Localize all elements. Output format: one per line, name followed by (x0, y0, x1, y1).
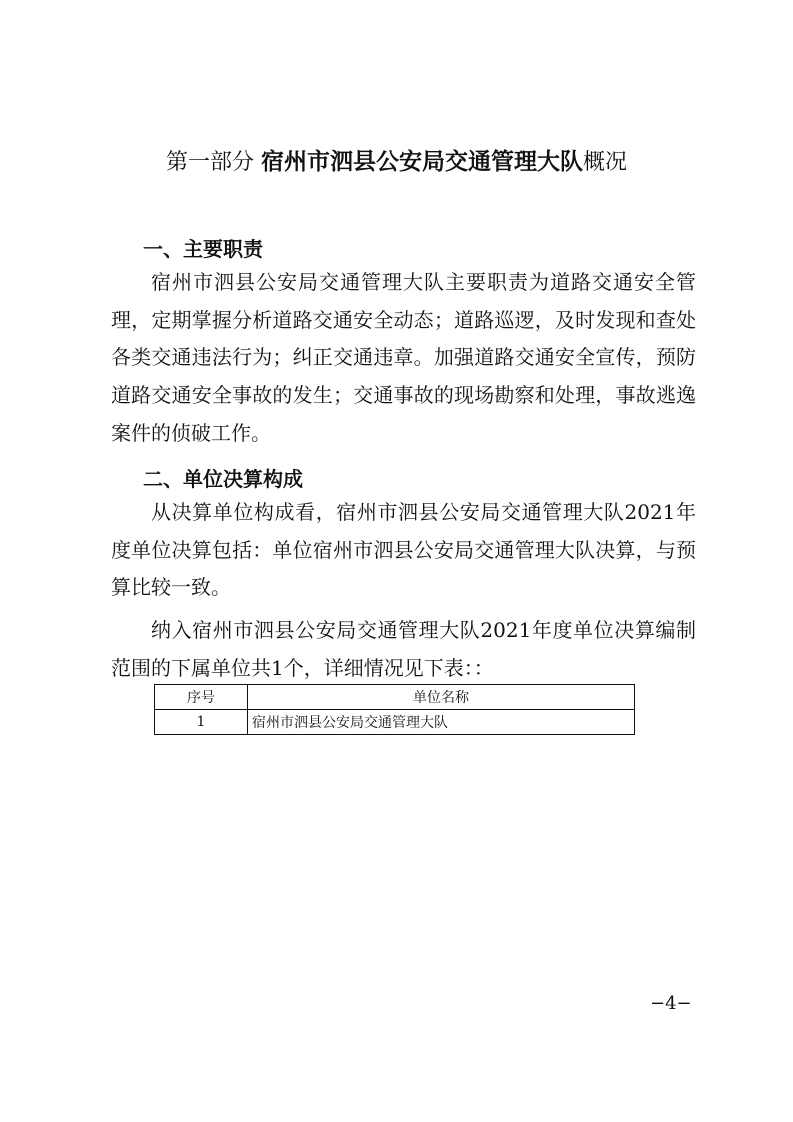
paragraph-duties: 宿州市泗县公安局交通管理大队主要职责为道路交通安全管理，定期掌握分析道路交通安全动态；道路巡逻，及时发现和查处各类交通违法行为；纠正交通违章。加强道路交通安全宣传，预防道路交通安全事故的发生；交通事故的现场勘察和处理，事故逃逸案件的侦破工作。 (111, 270, 696, 445)
paragraph-composition: 从决算单位构成看，宿州市泗县公安局交通管理大队2021年度单位决算包括：单位宿州市泗县公安局交通管理大队决算，与预算比较一致。 (111, 500, 696, 600)
page-number: −4− (650, 993, 692, 1014)
unit-table (154, 684, 635, 735)
section-heading-duties: 一、主要职责 (143, 237, 263, 261)
page-title-prefix: 第一部分 (165, 150, 261, 175)
table-cell-seq: 1 (155, 710, 248, 735)
section-heading-composition: 二、单位决算构成 (143, 467, 303, 491)
table-header-name: 单位名称 (248, 685, 635, 710)
table-header-seq: 序号 (155, 685, 248, 710)
table-cell-name: 宿州市泗县公安局交通管理大队 (248, 710, 635, 735)
table-header-row (155, 685, 635, 710)
paragraph-subunits: 纳入宿州市泗县公安局交通管理大队2021年度单位决算编制范围的下属单位共1个，详细情况见下表：： (111, 618, 696, 680)
page-title-main: 宿州市泗县公安局交通管理大队 (260, 148, 583, 175)
page-title (0, 143, 793, 176)
page-title-suffix: 概况 (582, 150, 627, 175)
table-row (155, 710, 635, 735)
